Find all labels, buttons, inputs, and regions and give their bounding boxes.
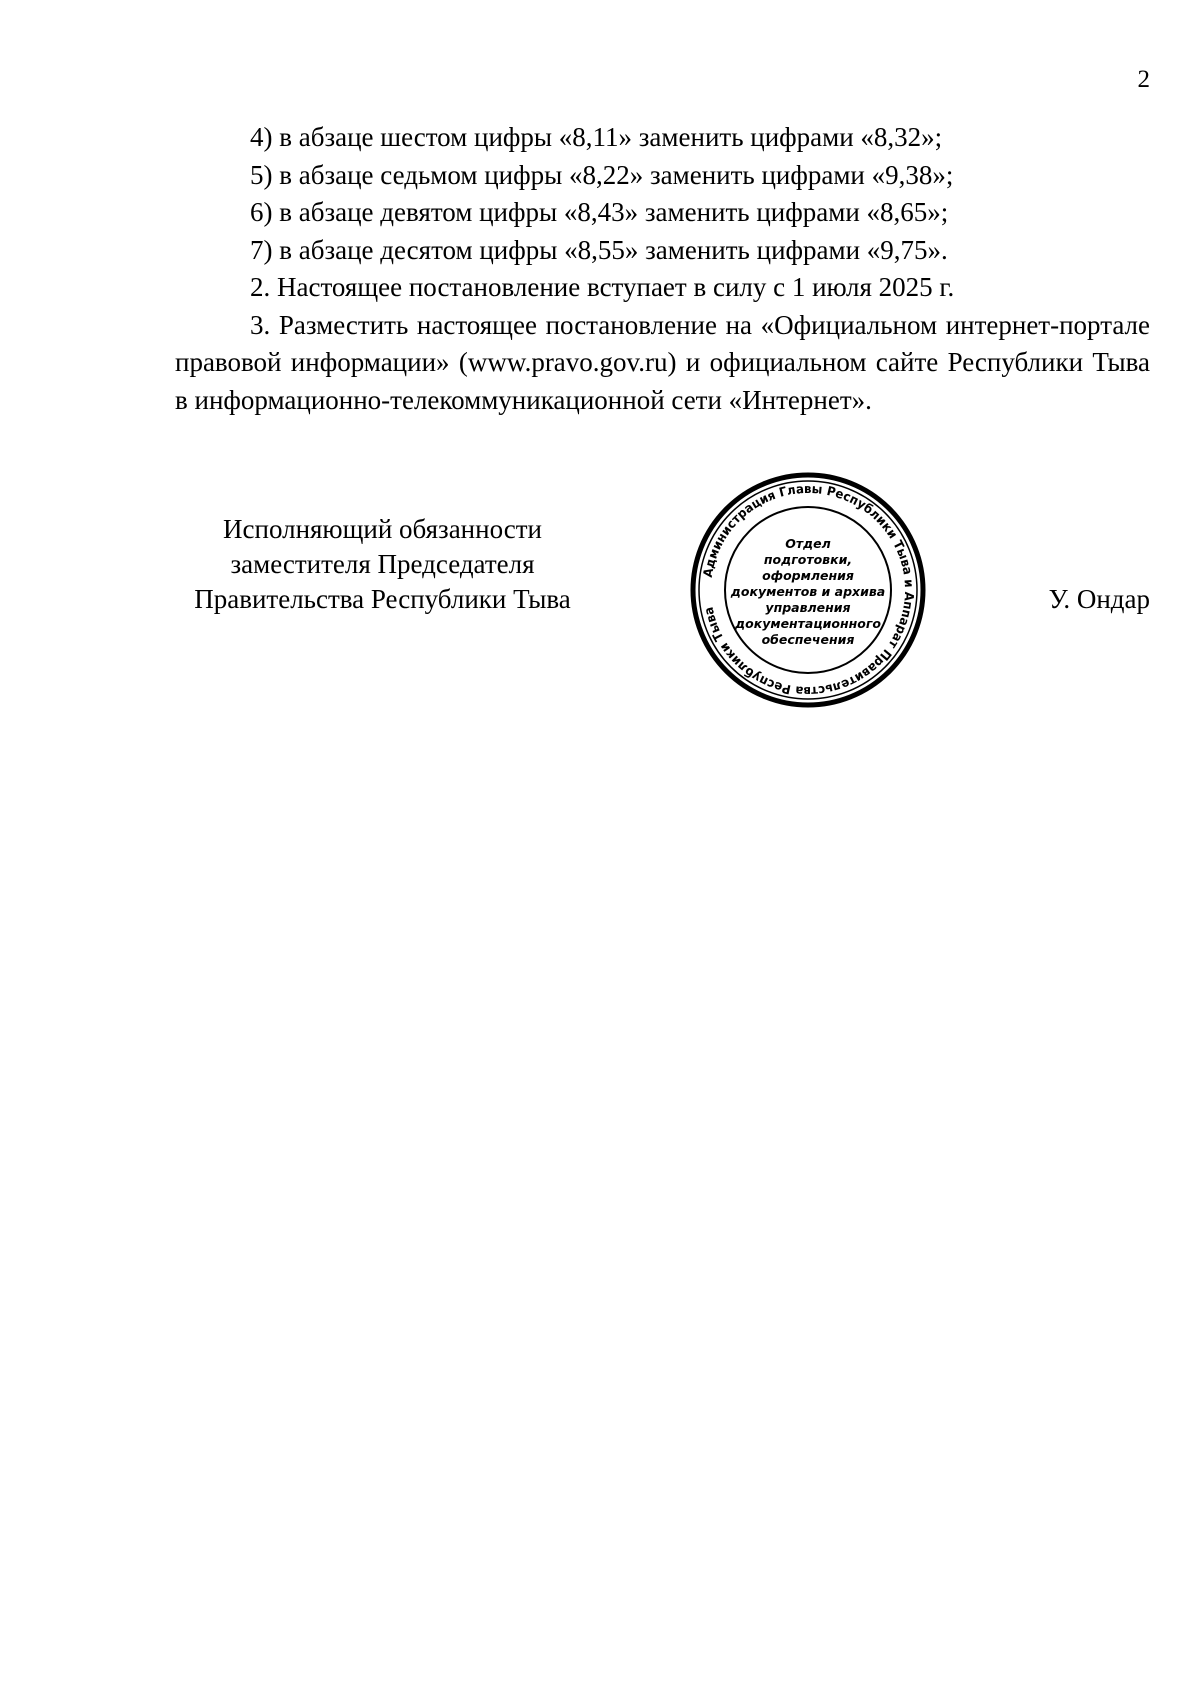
document-body (175, 119, 1150, 419)
paragraph-item-7: 7) в абзаце десятом цифры «8,55» заменить цифрами «9,75». (250, 234, 948, 265)
paragraph-item-4: 4) в абзаце шестом цифры «8,11» заменить цифрами «8,32»; (250, 122, 943, 152)
official-seal (688, 470, 928, 710)
seal-inner-line: оформления (762, 568, 854, 583)
seal-inner-line: Отдел (785, 536, 831, 551)
seal-inner-line: документов и архива (730, 584, 886, 599)
seal-inner-line: документационного (735, 616, 881, 631)
signer-position-line-2: заместителя Председателя (230, 549, 535, 579)
paragraph-publication: 3. Разместить настоящее постановление на «Официальном интернет-портале правовой информации» (www.pravo.gov.ru) и официальном сайте Республики Тыва в информационно-телекоммуникационной сети «Интернет». (175, 309, 1150, 415)
seal-inner-line: обеспечения (761, 632, 855, 647)
page-number: 2 (1137, 66, 1150, 93)
signer-position-line-1: Исполняющий обязанности (223, 514, 542, 544)
seal-inner-line: подготовки, (763, 552, 853, 567)
paragraph-effective-date: 2. Настоящее постановление вступает в силу с 1 июля 2025 г. (250, 272, 955, 302)
paragraph-item-5: 5) в абзаце седьмом цифры «8,22» заменить цифрами «9,38»; (250, 159, 954, 190)
seal-outer-text: Администрация Главы Республики Тыва и Аппарат Правительства Республики Тыва (699, 480, 918, 700)
signer-position (175, 512, 590, 617)
signer-position-line-3: Правительства Республики Тыва (194, 584, 571, 614)
paragraph-item-6: 6) в абзаце девятом цифры «8,43» заменить цифрами «8,65»; (250, 197, 949, 227)
seal-inner-text (730, 536, 885, 647)
signer-name: У. Ондар (1048, 584, 1150, 614)
seal-inner-line: управления (765, 600, 851, 615)
